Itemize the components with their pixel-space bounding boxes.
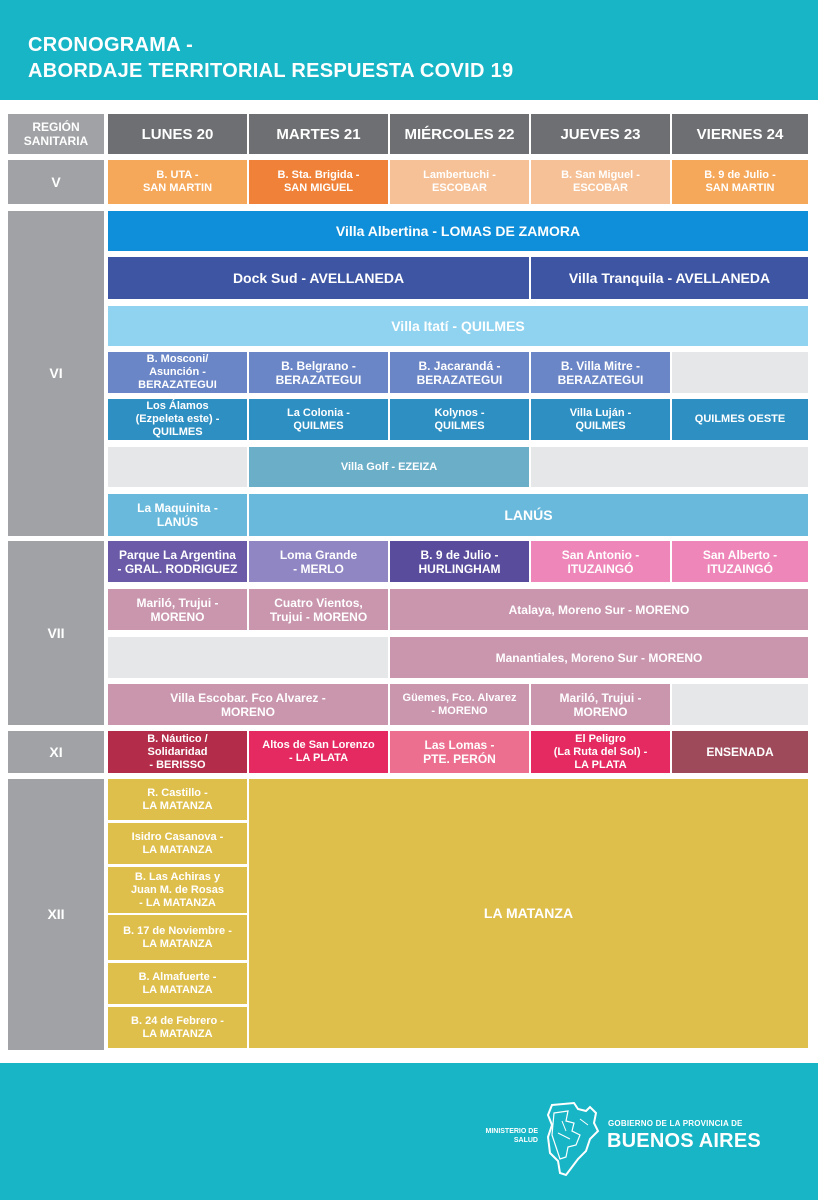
cell-altos-san-lorenzo-line-1: Altos de San Lorenzo <box>262 739 375 751</box>
cell-guemes-line-1: Güemes, Fco. Alvarez <box>402 691 517 704</box>
cell-altos-san-lorenzo <box>249 731 388 773</box>
cell-san-antonio-line-1: San Antonio - <box>561 547 640 562</box>
cell-belgrano-line-2: BERAZATEGUI <box>275 372 362 387</box>
cell-villa-albertina-line-1: Villa Albertina - LOMAS DE ZAMORA <box>335 222 581 239</box>
region-label-v: V <box>8 160 104 204</box>
cell-belgrano-line-1: B. Belgrano - <box>281 358 356 373</box>
cell-nautico <box>108 731 247 773</box>
cell-la-colonia <box>249 399 388 440</box>
cell-loma-grande-line-2: - MERLO <box>293 561 344 576</box>
cell-la-maquinita <box>108 494 247 536</box>
cell-v-mie <box>390 160 529 204</box>
region-header-line-2: SANITARIA <box>23 134 89 148</box>
gobierno-label: GOBIERNO DE LA PROVINCIA DE <box>608 1119 743 1128</box>
region-label-vi: VI <box>8 211 104 536</box>
cell-almafuerte-line-1: B. Almafuerte - <box>138 970 217 983</box>
cell-9-de-julio-hurlingham <box>390 541 529 582</box>
cell-villa-mitre-line-1: B. Villa Mitre - <box>560 358 641 373</box>
ministerio-line-1: MINISTERIO DE <box>485 1128 538 1135</box>
cell-lanus <box>249 494 808 536</box>
cell-san-antonio-line-2: ITUZAINGÓ <box>567 561 634 576</box>
cell-9-de-julio-hurlingham-line-1: B. 9 de Julio - <box>420 547 499 562</box>
cell-17-noviembre-line-1: B. 17 de Noviembre - <box>123 924 232 937</box>
day-header: MARTES 21 <box>249 114 388 154</box>
cell-empty-vii-2 <box>672 684 808 725</box>
cell-v-lun <box>108 160 247 204</box>
cell-altos-san-lorenzo-line-2: - LA PLATA <box>288 752 349 764</box>
cell-loma-grande <box>249 541 388 582</box>
cell-almafuerte <box>108 963 247 1004</box>
cell-isidro-casanova-line-2: LA MATANZA <box>142 843 213 856</box>
cell-24-febrero-line-1: B. 24 de Febrero - <box>131 1014 224 1027</box>
cell-villa-escobar-line-1: Villa Escobar. Fco Alvarez - <box>170 690 326 705</box>
cell-nautico-line-3: - BERISSO <box>149 758 206 771</box>
cell-los-alamos-line-1: Los Álamos <box>146 400 209 412</box>
cell-v-vie-line-2: SAN MARTIN <box>705 182 775 194</box>
cell-cuatro-vientos <box>249 589 388 630</box>
cell-v-jue-line-2: ESCOBAR <box>572 182 628 194</box>
cell-cuatro-vientos-line-2: Trujui - MORENO <box>269 609 368 624</box>
cell-la-colonia-line-2: QUILMES <box>293 419 344 432</box>
cell-las-lomas <box>390 731 529 773</box>
cell-villa-lujan <box>531 399 670 440</box>
cell-san-alberto <box>672 541 808 582</box>
cell-nautico-line-2: Solidaridad <box>147 745 208 758</box>
cell-isidro-casanova-line-1: Isidro Casanova - <box>131 830 224 843</box>
cell-las-lomas-line-1: Las Lomas - <box>424 738 495 752</box>
cell-villa-lujan-line-2: QUILMES <box>575 419 626 432</box>
cell-v-mar-line-1: B. Sta. Brigida - <box>277 169 360 181</box>
cell-guemes <box>390 684 529 725</box>
cell-marilo-2-line-2: MORENO <box>573 704 628 719</box>
cell-v-mar-line-2: SAN MIGUEL <box>283 182 354 194</box>
cell-v-vie-line-1: B. 9 de Julio - <box>704 169 776 181</box>
region-header <box>8 114 104 154</box>
cell-dock-sud <box>108 257 529 299</box>
cell-marilo-1-line-2: MORENO <box>150 609 205 624</box>
cell-manantiales <box>390 637 808 678</box>
cell-v-lun-line-2: SAN MARTIN <box>142 182 213 194</box>
region-header-line-1: REGIÓN <box>32 120 80 134</box>
cell-villa-itati <box>108 306 808 346</box>
cell-la-maquinita-line-1: La Maquinita - <box>137 501 218 515</box>
cell-villa-mitre <box>531 352 670 393</box>
day-header: JUEVES 23 <box>531 114 670 154</box>
day-header: LUNES 20 <box>108 114 247 154</box>
cell-r-castillo <box>108 779 247 820</box>
cell-villa-golf <box>249 447 529 487</box>
province-map-icon <box>544 1101 600 1177</box>
region-label-xi: XI <box>8 731 104 773</box>
cell-la-maquinita-line-2: LANÚS <box>156 515 199 529</box>
cell-mosconi-line-2: Asunción - <box>149 366 206 378</box>
cell-atalaya <box>390 589 808 630</box>
cell-los-alamos <box>108 399 247 440</box>
cell-mosconi-line-3: BERAZATEGUI <box>138 379 217 391</box>
cell-villa-lujan-line-1: Villa Luján - <box>569 406 632 419</box>
region-label-xii: XII <box>8 779 104 1050</box>
cell-17-noviembre-line-2: LA MATANZA <box>142 937 213 950</box>
cell-villa-tranquila <box>531 257 808 299</box>
cell-las-achiras <box>108 867 247 913</box>
cell-isidro-casanova <box>108 823 247 864</box>
cell-v-vie <box>672 160 808 204</box>
region-label-vii: VII <box>8 541 104 725</box>
cell-parque-la-argentina-line-1: Parque La Argentina <box>119 547 236 562</box>
cell-quilmes-oeste-line-1: QUILMES OESTE <box>694 413 786 425</box>
cell-el-peligro <box>531 731 670 773</box>
cell-24-febrero <box>108 1007 247 1048</box>
cell-villa-escobar-line-2: MORENO <box>221 704 275 719</box>
header-banner <box>0 0 818 100</box>
cell-parque-la-argentina-line-2: - GRAL. RODRIGUEZ <box>117 561 238 576</box>
cell-san-alberto-line-1: San Alberto - <box>702 547 778 562</box>
cell-ensenada-line-1: ENSENADA <box>706 745 774 759</box>
cell-villa-itati-line-1: Villa Itatí - QUILMES <box>391 317 525 334</box>
cell-belgrano <box>249 352 388 393</box>
cell-marilo-1 <box>108 589 247 630</box>
cell-quilmes-oeste <box>672 399 808 440</box>
cell-almafuerte-line-2: LA MATANZA <box>142 983 213 996</box>
cell-villa-tranquila-line-1: Villa Tranquila - AVELLANEDA <box>568 269 771 286</box>
cell-kolynos-line-1: Kolynos - <box>434 406 485 419</box>
cell-jacaranda <box>390 352 529 393</box>
cell-la-matanza <box>249 779 808 1048</box>
cell-ensenada <box>672 731 808 773</box>
cell-v-mar <box>249 160 388 204</box>
cell-las-achiras-line-2: Juan M. de Rosas <box>131 883 224 896</box>
page-title <box>28 32 513 84</box>
day-header: MIÉRCOLES 22 <box>390 114 529 154</box>
cell-guemes-line-2: - MORENO <box>431 704 488 717</box>
cell-empty-vi-2 <box>108 447 247 487</box>
cell-empty-vii-1 <box>108 637 388 678</box>
cell-villa-escobar <box>108 684 388 725</box>
cell-las-achiras-line-3: - LA MATANZA <box>139 896 216 909</box>
cell-el-peligro-line-1: El Peligro <box>575 732 626 745</box>
cell-villa-golf-line-1: Villa Golf - EZEIZA <box>340 460 438 473</box>
cell-san-antonio <box>531 541 670 582</box>
cell-la-colonia-line-1: La Colonia - <box>287 406 350 419</box>
cell-atalaya-line-1: Atalaya, Moreno Sur - MORENO <box>508 602 690 617</box>
cell-r-castillo-line-2: LA MATANZA <box>142 799 213 812</box>
cell-v-jue <box>531 160 670 204</box>
cell-loma-grande-line-1: Loma Grande <box>279 547 358 562</box>
cell-villa-mitre-line-2: BERAZATEGUI <box>557 372 644 387</box>
cell-las-lomas-line-2: PTE. PERÓN <box>423 752 496 766</box>
cell-mosconi-line-1: B. Mosconi/ <box>146 353 209 365</box>
cell-kolynos-line-2: QUILMES <box>434 419 485 432</box>
cell-cuatro-vientos-line-1: Cuatro Vientos, <box>274 595 363 610</box>
cell-v-jue-line-1: B. San Miguel - <box>561 169 640 181</box>
cell-v-mie-line-1: Lambertuchi - <box>423 169 496 181</box>
cell-v-lun-line-1: B. UTA - <box>156 169 199 181</box>
day-header: VIERNES 24 <box>672 114 808 154</box>
cell-empty-vi-1 <box>672 352 808 393</box>
cell-la-matanza-line-1: LA MATANZA <box>483 905 574 921</box>
cell-los-alamos-line-3: QUILMES <box>152 426 203 438</box>
cell-mosconi <box>108 352 247 393</box>
cell-v-mie-line-2: ESCOBAR <box>431 182 487 194</box>
cell-9-de-julio-hurlingham-line-2: HURLINGHAM <box>418 561 501 576</box>
cell-manantiales-line-1: Manantiales, Moreno Sur - MORENO <box>495 650 703 665</box>
cell-el-peligro-line-3: LA PLATA <box>574 758 627 771</box>
cell-marilo-1-line-1: Mariló, Trujui - <box>136 595 219 610</box>
cell-marilo-2-line-1: Mariló, Trujui - <box>559 690 642 705</box>
ministerio-label <box>470 1127 538 1145</box>
cell-las-achiras-line-1: B. Las Achiras y <box>134 870 221 883</box>
title-line-1: CRONOGRAMA - <box>28 34 194 56</box>
cell-villa-albertina <box>108 211 808 251</box>
buenos-aires-label: BUENOS AIRES <box>607 1130 761 1152</box>
cell-san-alberto-line-2: ITUZAINGÓ <box>706 561 773 576</box>
ministerio-line-2: SALUD <box>513 1137 538 1144</box>
cell-marilo-2 <box>531 684 670 725</box>
cell-jacaranda-line-1: B. Jacarandá - <box>418 358 501 373</box>
cell-jacaranda-line-2: BERAZATEGUI <box>416 372 503 387</box>
cell-el-peligro-line-2: (La Ruta del Sol) - <box>553 745 648 758</box>
cell-dock-sud-line-1: Dock Sud - AVELLANEDA <box>232 269 405 286</box>
cell-los-alamos-line-2: (Ezpeleta este) - <box>135 413 220 425</box>
title-line-2: ABORDAJE TERRITORIAL RESPUESTA COVID 19 <box>28 60 514 82</box>
cell-kolynos <box>390 399 529 440</box>
cell-lanus-line-1: LANÚS <box>504 506 553 523</box>
cell-empty-vi-3 <box>531 447 808 487</box>
cell-17-noviembre <box>108 915 247 960</box>
cell-parque-la-argentina <box>108 541 247 582</box>
cell-nautico-line-1: B. Náutico / <box>147 732 208 745</box>
cell-24-febrero-line-2: LA MATANZA <box>142 1027 213 1040</box>
cell-r-castillo-line-1: R. Castillo - <box>147 786 208 799</box>
